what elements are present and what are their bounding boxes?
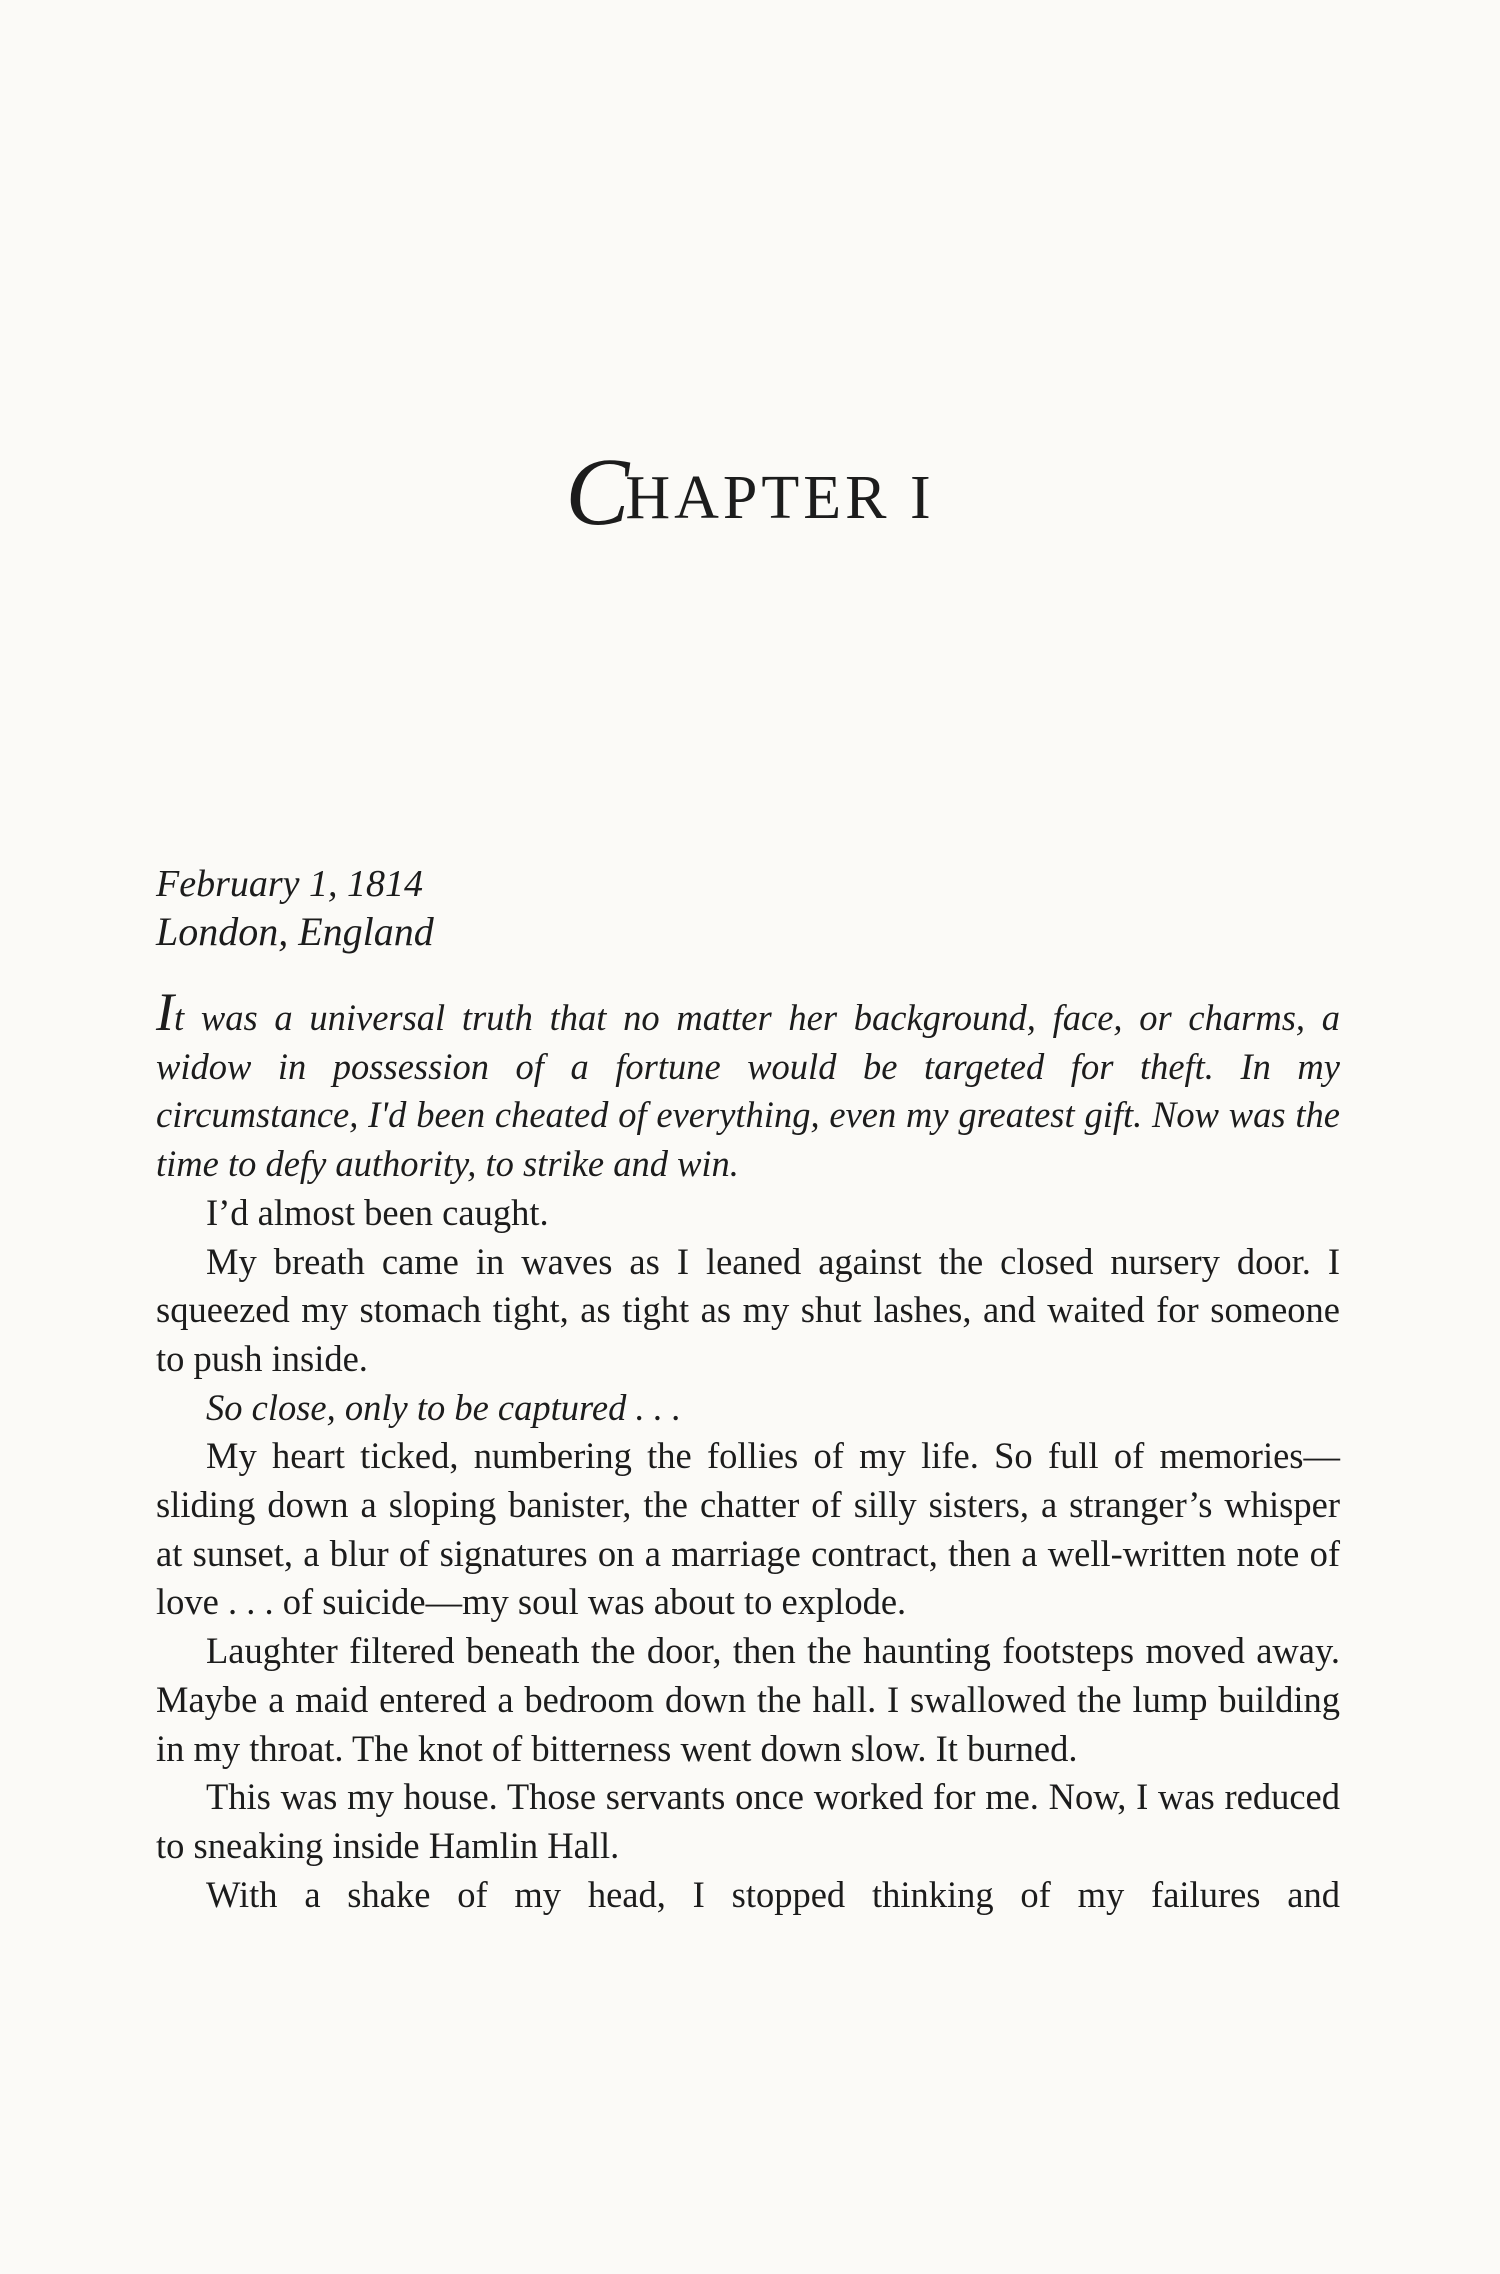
chapter-initial: C	[565, 438, 630, 545]
chapter-heading	[0, 438, 1500, 545]
paragraph-text: t was a universal truth that no matter her background, face, or charms, a widow in possession of a fortune would be targeted for theft. In my circumstance, I'd been cheated of everything, even my greatest gift. Now was the time to defy authority, to strike and win.	[156, 997, 1340, 1185]
paragraph: My breath came in waves as I leaned against the closed nursery door. I squeezed my stomach tight, as tight as my shut lashes, and waited for someone to push inside.	[156, 1240, 1340, 1379]
paragraph: With a shake of my head, I stopped thinking of my failures and	[206, 1873, 1340, 1915]
chapter-body	[156, 982, 1340, 1919]
dateline	[156, 860, 434, 956]
chapter-title: HAPTER I	[625, 464, 935, 532]
paragraph	[156, 982, 1340, 1189]
paragraph: Laughter filtered beneath the door, then the haunting footsteps moved away. Maybe a maid entered a bedroom down the hall. I swallowed the lump building in my throat. The knot of bitterness went down slow. It burned.	[156, 1630, 1340, 1769]
paragraph: So close, only to be captured . . .	[206, 1386, 682, 1428]
dateline-place: London, England	[156, 909, 434, 954]
dateline-date: February 1, 1814	[156, 863, 424, 905]
paragraph: This was my house. Those servants once worked for me. Now, I was reduced to sneaking inside Hamlin Hall.	[156, 1776, 1340, 1866]
paragraph: My heart ticked, numbering the follies of my life. So full of memories—sliding down a sloping banister, the chatter of silly sisters, a stranger’s whisper at sunset, a blur of signatures on a marriage contract, then a well-written note of love . . . of suicide—my soul was about to explode.	[156, 1435, 1340, 1623]
paragraph: I’d almost been caught.	[206, 1191, 549, 1233]
opening-initial: I	[156, 982, 174, 1042]
